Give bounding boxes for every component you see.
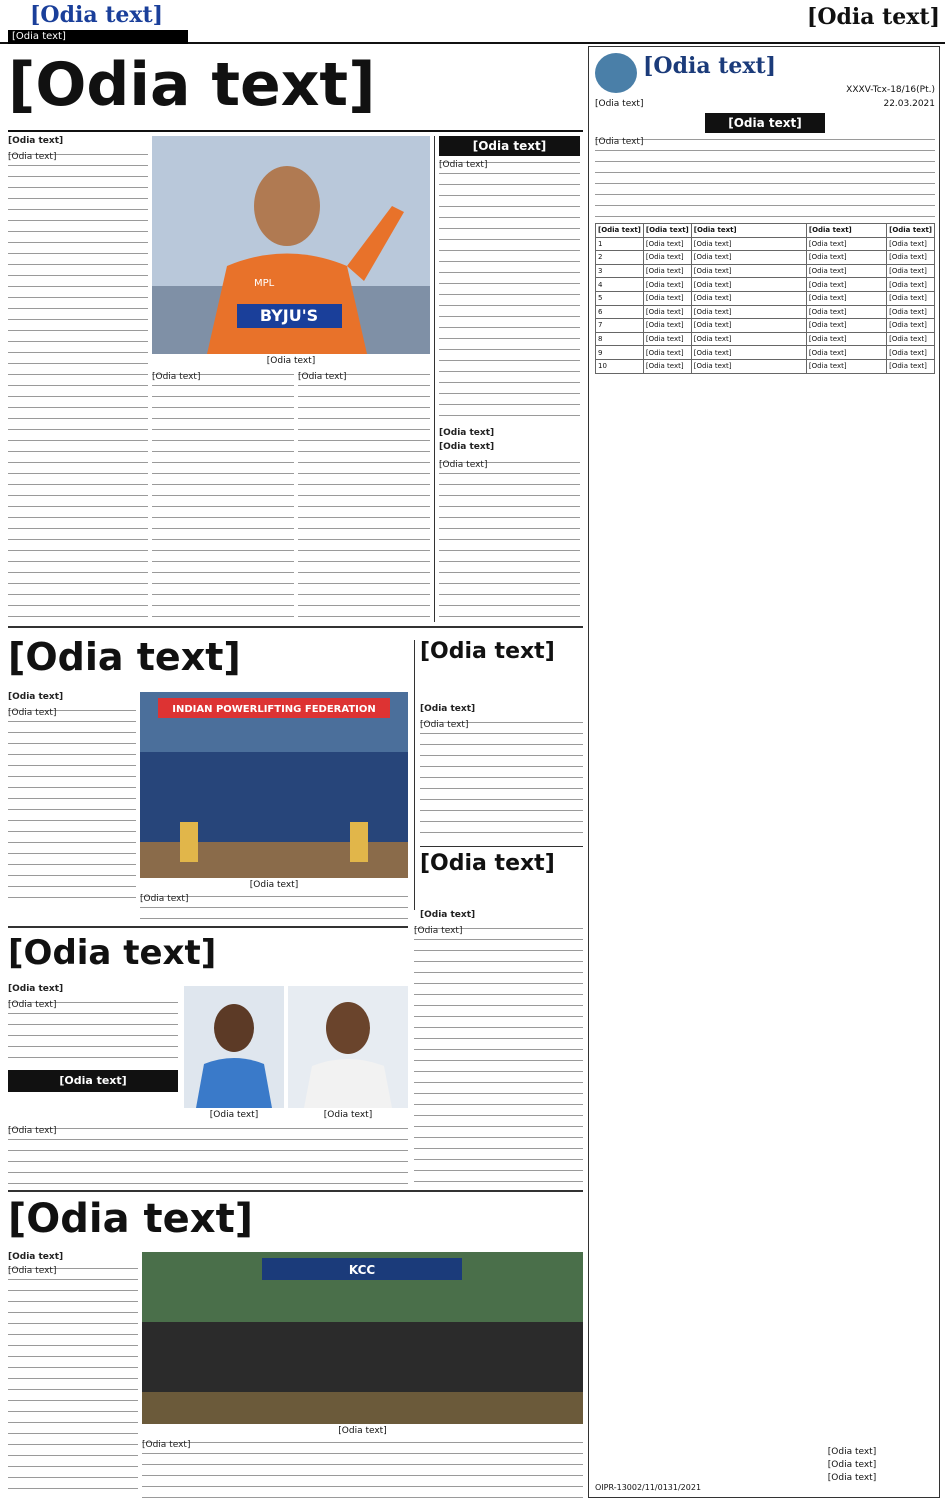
cell-phone: [Odia text] bbox=[887, 319, 935, 333]
caption-right: [Odia text] bbox=[323, 1110, 373, 1120]
story3-headline: [Odia text] bbox=[420, 640, 555, 664]
cell-name: [Odia text] bbox=[806, 305, 886, 319]
table-row bbox=[596, 359, 935, 373]
story2-photo-caption: [Odia text] bbox=[249, 880, 299, 890]
sidebar-title: [Odia text] bbox=[439, 136, 580, 156]
story1-photo-caption: [Odia text] bbox=[266, 356, 316, 366]
sidebar-footer1: [Odia text] bbox=[439, 428, 495, 438]
cell-office: [Odia text] bbox=[691, 305, 806, 319]
story2-byline: [Odia text] bbox=[8, 692, 64, 702]
story1-headline: [Odia text] bbox=[8, 54, 376, 120]
divider bbox=[8, 1190, 583, 1192]
signature-title: [Odia text] bbox=[827, 1460, 877, 1470]
story3-byline: [Odia text] bbox=[420, 704, 476, 714]
cell-zone: [Odia text] bbox=[643, 332, 691, 346]
cell-name: [Odia text] bbox=[806, 359, 886, 373]
story6-body-tail: [Odia text] bbox=[142, 1440, 583, 1498]
cell-ward: 7 bbox=[596, 319, 644, 333]
story1-photo bbox=[152, 136, 430, 354]
story5-body-tail: [Odia text] bbox=[8, 1126, 408, 1184]
divider bbox=[8, 130, 583, 132]
cell-phone: [Odia text] bbox=[887, 359, 935, 373]
story4-headline: [Odia text] bbox=[420, 852, 555, 876]
cell-zone: [Odia text] bbox=[643, 305, 691, 319]
cell-zone: [Odia text] bbox=[643, 319, 691, 333]
powerlifting-banner: INDIAN POWERLIFTING FEDERATION bbox=[172, 704, 376, 715]
cell-phone: [Odia text] bbox=[887, 291, 935, 305]
story6-photo-caption: [Odia text] bbox=[338, 1426, 387, 1436]
ward-table bbox=[595, 223, 935, 374]
ward-officer-table bbox=[595, 223, 935, 1443]
col-office: [Odia text] bbox=[691, 224, 806, 238]
story4-byline: [Odia text] bbox=[420, 910, 476, 920]
story5-byline: [Odia text] bbox=[8, 984, 64, 994]
notice-ref-code: XXXV-Tcx-18/16(Pt.) bbox=[846, 85, 935, 95]
player-photo-left bbox=[184, 986, 284, 1108]
notice-memo-no: [Odia text] bbox=[595, 99, 644, 109]
cell-office: [Odia text] bbox=[691, 332, 806, 346]
caption-left: [Odia text] bbox=[209, 1110, 259, 1120]
cell-ward: 4 bbox=[596, 278, 644, 292]
notice-intro: [Odia text] bbox=[595, 137, 935, 217]
story6-body: [Odia text] bbox=[8, 1266, 138, 1498]
sidebar-footer2: [Odia text] bbox=[439, 442, 495, 452]
cell-ward: 8 bbox=[596, 332, 644, 346]
story2-headline: [Odia text] bbox=[8, 638, 241, 679]
jersey-badge: MPL bbox=[254, 278, 275, 289]
cell-zone: [Odia text] bbox=[643, 346, 691, 360]
story1-body-col3: [Odia text] bbox=[298, 372, 430, 622]
col-officer: [Odia text] bbox=[806, 224, 886, 238]
story5-body: [Odia text] bbox=[8, 1000, 178, 1066]
cell-name: [Odia text] bbox=[806, 346, 886, 360]
cell-office: [Odia text] bbox=[691, 264, 806, 278]
cell-name: [Odia text] bbox=[806, 251, 886, 265]
cell-phone: [Odia text] bbox=[887, 278, 935, 292]
cell-zone: [Odia text] bbox=[643, 278, 691, 292]
table-row bbox=[596, 305, 935, 319]
divider bbox=[8, 626, 583, 628]
cell-zone: [Odia text] bbox=[643, 251, 691, 265]
cell-phone: [Odia text] bbox=[887, 251, 935, 265]
newspaper-logo: [Odia text] bbox=[30, 2, 164, 28]
divider bbox=[414, 640, 415, 910]
table-row bbox=[596, 291, 935, 305]
cell-name: [Odia text] bbox=[806, 332, 886, 346]
cell-office: [Odia text] bbox=[691, 251, 806, 265]
cell-phone: [Odia text] bbox=[887, 264, 935, 278]
story2-body-tail: [Odia text] bbox=[140, 894, 408, 920]
table-row bbox=[596, 251, 935, 265]
cell-ward: 5 bbox=[596, 291, 644, 305]
emblem-icon bbox=[595, 53, 637, 93]
cell-office: [Odia text] bbox=[691, 278, 806, 292]
story2-body: [Odia text] bbox=[8, 708, 136, 904]
story5-subhead: [Odia text] bbox=[8, 1070, 178, 1092]
sidebar-body: [Odia text] bbox=[439, 160, 580, 424]
cell-name: [Odia text] bbox=[806, 264, 886, 278]
cell-name: [Odia text] bbox=[806, 319, 886, 333]
municipal-notice bbox=[588, 46, 940, 1498]
cell-ward: 3 bbox=[596, 264, 644, 278]
cell-name: [Odia text] bbox=[806, 237, 886, 251]
cell-name: [Odia text] bbox=[806, 291, 886, 305]
table-row bbox=[596, 319, 935, 333]
story3-body: [Odia text] bbox=[420, 720, 583, 840]
cell-office: [Odia text] bbox=[691, 359, 806, 373]
signature-org: [Odia text] bbox=[827, 1473, 877, 1483]
story6-byline: [Odia text] bbox=[8, 1252, 64, 1262]
cell-ward: 2 bbox=[596, 251, 644, 265]
signature-name: [Odia text] bbox=[827, 1447, 877, 1457]
table-row bbox=[596, 237, 935, 251]
divider bbox=[8, 926, 408, 928]
notice-org-name: [Odia text] bbox=[643, 53, 777, 79]
cell-name: [Odia text] bbox=[806, 278, 886, 292]
cell-ward: 10 bbox=[596, 359, 644, 373]
story6-photo bbox=[142, 1252, 583, 1424]
table-row bbox=[596, 278, 935, 292]
cell-ward: 6 bbox=[596, 305, 644, 319]
cell-ward: 1 bbox=[596, 237, 644, 251]
section-title: [Odia text] bbox=[806, 4, 940, 30]
dateline: [Odia text] bbox=[8, 30, 188, 44]
footer-code: OIPR-13002/11/0131/2021 bbox=[595, 1483, 702, 1492]
col-zone: [Odia text] bbox=[643, 224, 691, 238]
cell-office: [Odia text] bbox=[691, 291, 806, 305]
table-row bbox=[596, 332, 935, 346]
divider bbox=[420, 846, 583, 847]
cell-phone: [Odia text] bbox=[887, 346, 935, 360]
cell-phone: [Odia text] bbox=[887, 332, 935, 346]
notice-title: [Odia text] bbox=[705, 113, 825, 133]
sidebar bbox=[434, 136, 583, 622]
cell-phone: [Odia text] bbox=[887, 237, 935, 251]
table-row bbox=[596, 346, 935, 360]
cell-zone: [Odia text] bbox=[643, 359, 691, 373]
sidebar-body2: [Odia text] bbox=[439, 460, 580, 622]
story2-photo bbox=[140, 692, 408, 878]
story1-byline: [Odia text] bbox=[8, 136, 64, 146]
story5-headline: [Odia text] bbox=[8, 936, 217, 973]
notice-date: 22.03.2021 bbox=[883, 99, 935, 109]
col-phone: [Odia text] bbox=[887, 224, 935, 238]
cell-zone: [Odia text] bbox=[643, 291, 691, 305]
jersey-brand: BYJU'S bbox=[259, 306, 319, 325]
story1-body-col2: [Odia text] bbox=[152, 372, 294, 622]
cell-office: [Odia text] bbox=[691, 346, 806, 360]
cell-zone: [Odia text] bbox=[643, 264, 691, 278]
kcc-banner: KCC bbox=[348, 1263, 376, 1277]
masthead bbox=[0, 0, 945, 44]
cell-office: [Odia text] bbox=[691, 319, 806, 333]
cell-zone: [Odia text] bbox=[643, 237, 691, 251]
col-ward: [Odia text] bbox=[596, 224, 644, 238]
story6-headline: [Odia text] bbox=[8, 1198, 253, 1242]
cell-ward: 9 bbox=[596, 346, 644, 360]
cell-office: [Odia text] bbox=[691, 237, 806, 251]
cell-phone: [Odia text] bbox=[887, 305, 935, 319]
table-row bbox=[596, 264, 935, 278]
story4-body: [Odia text] bbox=[414, 926, 583, 1186]
player-photo-right bbox=[288, 986, 408, 1108]
story1-body-col1: [Odia text] bbox=[8, 152, 148, 622]
